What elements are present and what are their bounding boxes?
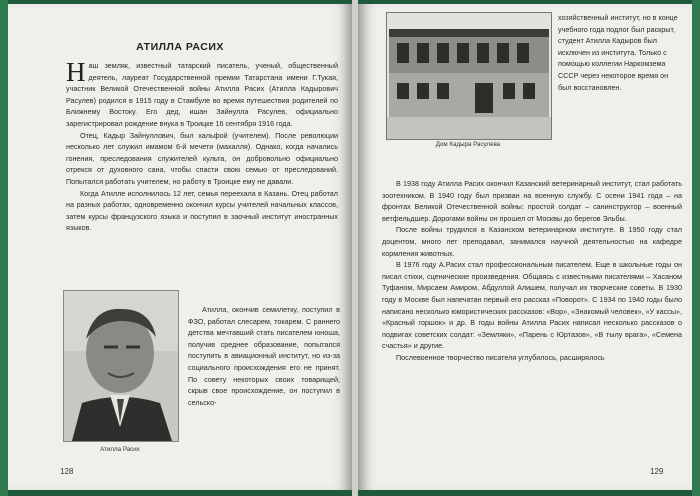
paragraph-graduation-war: В 1938 году Атилла Расих окончил Казанский ветеринарный институт, стал работать зоотехником. В 1940 году был призван на военную службу. С осени 1941 года – на фронтах Великой Отечественной войны: простой солдат – санинструктор – военный ветфельдшер. Дорогами войны он прошел от Москвы до берегов Эльбы. bbox=[382, 179, 682, 223]
book-cover-left-edge bbox=[0, 0, 8, 496]
portrait-photo bbox=[63, 290, 179, 442]
paragraph-institute-continued: хозяйственный институт, но в конце учебного года подлог был раскрыт, студент Атилла Кадыров был исключен из института. Только с помощью коллегии Наркомзема СССР через некоторое время он был восстановлен. bbox=[558, 13, 678, 92]
paragraph-intro bbox=[66, 57, 338, 130]
paragraph-after-war: После войны трудился в Казанском ветеринарном институте. В 1950 году стал доцентом, много лет преподавал, занимался научной деятельностью на кафедре кормления животных. bbox=[382, 225, 682, 258]
book-cover-right-edge bbox=[692, 0, 700, 496]
page-number-right: 129 bbox=[650, 467, 664, 476]
paragraph-postwar: Послевоенное творчество писателя углубилось, расширялось bbox=[396, 352, 605, 362]
paragraph-writer: В 1976 году А.Расих стал профессиональным писателем. Еще в школьные годы он писал стихи, сценические произведения. Общаясь с известными писателями – Хасаном Туфаном, Мирсаем Амиром, Абдуллой Алишем, получал их творческие советы. В 1930 году в Москве был напечатан первый его рассказ «Поворот». С 1934 по 1940 годы было написано несколько юмористических рассказов: «Вор», «Знакомый человек», «У кассы», «Красный горшок» и др. В годы войны Атилла Расих написал несколько рассказов о подвигах советских солдат: «Земляки», «Парень с Юртазов», «В тылу врага», «Семена счастья» и другие. bbox=[382, 260, 682, 351]
article-title: АТИЛЛА РАСИХ bbox=[136, 41, 224, 53]
paragraph-father: Отец, Кадыр Зайнуллович, был хальфой (учителем). После революции несколько лет служил имамом 6-й мечети (махалля). Однако, когда начались гонения, преследования служителей культа, он добровольно официально отрекся от духовного сана, чтобы спасти свою семью от преследований. Попытался работать учителем, но работу в Троицке ему не давали. bbox=[66, 130, 338, 186]
page-number-left: 128 bbox=[60, 467, 74, 476]
house-caption: Дом Кадыра Расулева bbox=[435, 141, 501, 148]
paragraph-move-kazan: Когда Атилле исполнилось 12 лет, семья переехала в Казань. Отец работал на разных работах, одновременно окончил курсы учителей начальных классов, затем курсы французского языка и поступил в заочный институт иностранных языков. bbox=[66, 188, 338, 233]
left-text-top bbox=[66, 57, 338, 234]
portrait-illustration bbox=[64, 291, 178, 441]
right-page bbox=[358, 4, 692, 490]
right-text-top bbox=[558, 12, 682, 93]
portrait-caption: Атилла Расих bbox=[100, 446, 140, 453]
left-text-beside-photo bbox=[188, 304, 340, 408]
paragraph-intro-text: аш земляк, известный татарский писатель, ученый, общественный деятель, лауреат Государственной премии Татарстана имени Г.Тукая, участник Великой Отечественной войны Атилла Расих (Атилла Кадырович Расулев) родился в 1915 году в Стамбуле во время путешествия родителей по Ближнему Востоку. Его дед, ишан Зайнулла Расулев, официально зарегистрировал рождение внука в Троицке 16 сентября 1916 года. bbox=[66, 61, 338, 128]
left-page bbox=[8, 4, 352, 490]
paragraph-youth: Атилла, окончив семилетку, поступил в ФЗО, работал слесарем, токарем. С раннего детства мечтавший стать писателем юноша, получив среднее образование, попытался поступить в авиационный институт, но из-за социального происхождения его не принят. По совету некоторых своих товарищей, скрыв свое происхождение, он поступил в сельско- bbox=[188, 305, 340, 407]
right-text-main bbox=[382, 178, 682, 364]
house-photo bbox=[386, 12, 552, 140]
drop-cap: Н bbox=[66, 57, 86, 87]
house-illustration bbox=[387, 13, 551, 139]
